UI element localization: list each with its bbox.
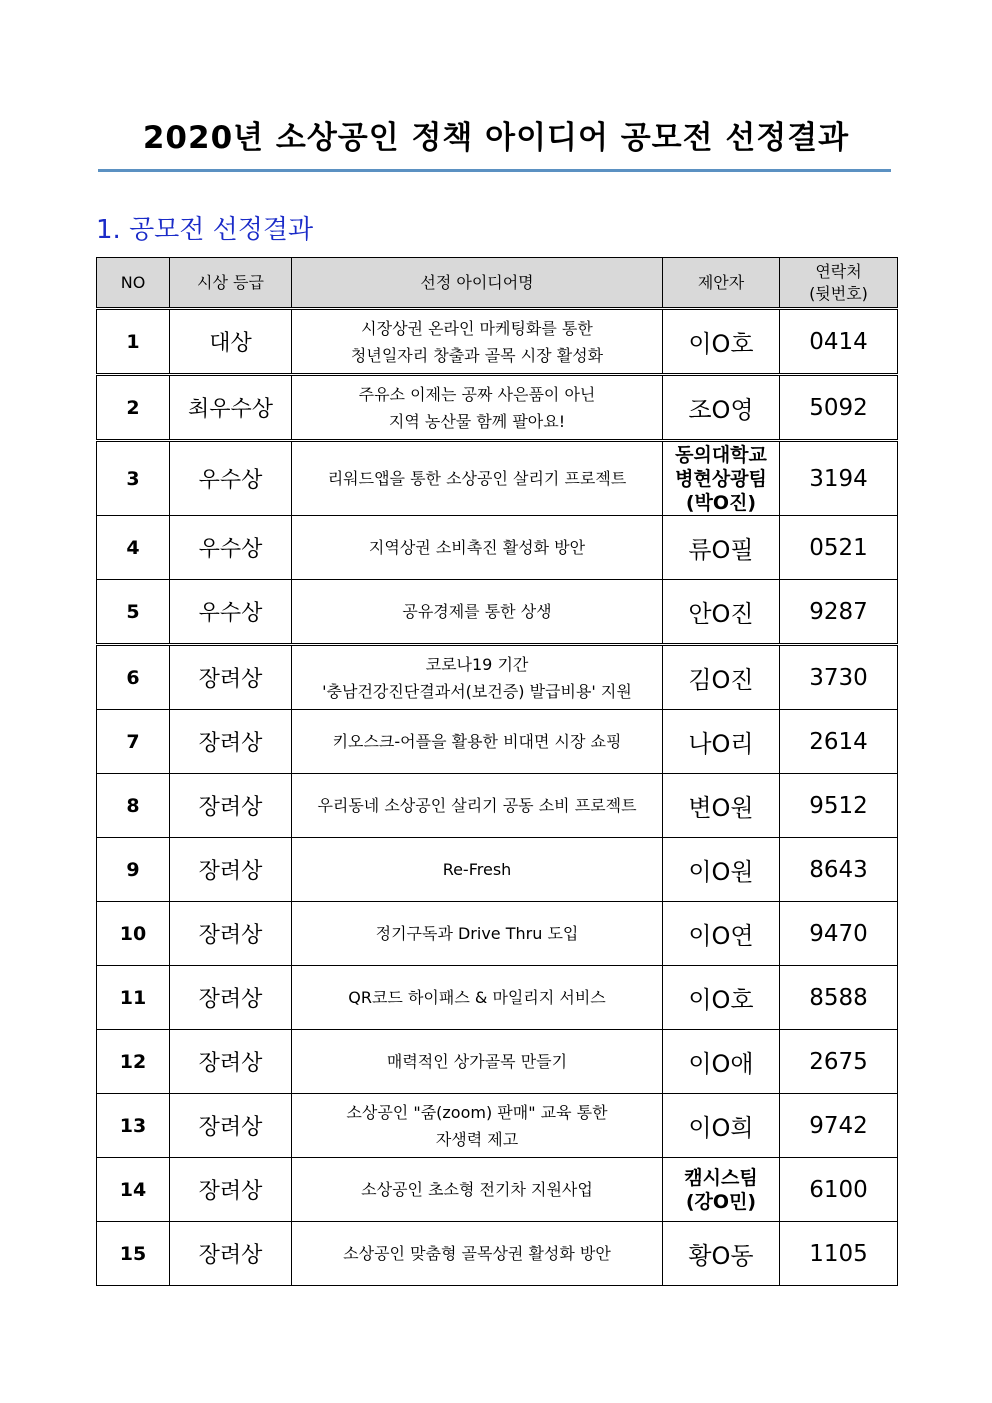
row-grade: 장려상: [170, 710, 292, 774]
row-contact: 5092: [780, 375, 898, 441]
row-no: 13: [97, 1094, 170, 1158]
header-proposer: 제안자: [663, 258, 780, 309]
table-row: [97, 966, 898, 1030]
idea-line1: 시장상권 온라인 마케팅화를 통한: [361, 318, 593, 338]
row-contact: 3194: [780, 441, 898, 516]
row-no: 1: [97, 309, 170, 375]
row-proposer: 이O원: [663, 838, 780, 902]
row-grade: 우수상: [170, 441, 292, 516]
row-contact: 8643: [780, 838, 898, 902]
row-proposer: 안O진: [663, 580, 780, 645]
row-no: 9: [97, 838, 170, 902]
row-idea: 매력적인 상가골목 만들기: [292, 1030, 663, 1094]
idea-line2: '충남건강진단결과서(보건증) 발급비용' 지원: [322, 681, 632, 701]
table-row: [97, 580, 898, 645]
row-proposer: 나O리: [663, 710, 780, 774]
row-proposer: 이O호: [663, 309, 780, 375]
row-proposer: 김O진: [663, 645, 780, 710]
row-grade: 우수상: [170, 516, 292, 580]
table-row: [97, 516, 898, 580]
page-title: 2020년 소상공인 정책 아이디어 공모전 선정결과: [142, 120, 850, 156]
row-grade: 장려상: [170, 902, 292, 966]
row-proposer: [663, 441, 780, 516]
table-row: [97, 1094, 898, 1158]
row-no: 2: [97, 375, 170, 441]
row-grade: 장려상: [170, 1158, 292, 1222]
row-idea: 공유경제를 통한 상생: [292, 580, 663, 645]
table-row: [97, 1030, 898, 1094]
row-proposer: 이O호: [663, 966, 780, 1030]
row-grade: 대상: [170, 309, 292, 375]
row-grade: 장려상: [170, 966, 292, 1030]
header-contact-line2: (뒷번호): [809, 283, 868, 303]
row-grade: 장려상: [170, 1030, 292, 1094]
header-contact: [780, 258, 898, 309]
proposer-line2: (강O민): [685, 1190, 757, 1213]
row-grade: 장려상: [170, 1222, 292, 1286]
row-idea: 정기구독과 Drive Thru 도입: [292, 902, 663, 966]
row-contact: 9287: [780, 580, 898, 645]
row-contact: 6100: [780, 1158, 898, 1222]
row-idea: 지역상권 소비촉진 활성화 방안: [292, 516, 663, 580]
section-heading: 1. 공모전 선정결과: [96, 215, 314, 245]
row-no: 12: [97, 1030, 170, 1094]
row-idea: 키오스크-어플을 활용한 비대면 시장 쇼핑: [292, 710, 663, 774]
table-row: [97, 838, 898, 902]
table-row: [97, 441, 898, 516]
row-proposer: 이O애: [663, 1030, 780, 1094]
row-contact: 8588: [780, 966, 898, 1030]
row-idea: 소상공인 맞춤형 골목상권 활성화 방안: [292, 1222, 663, 1286]
idea-line1: 주유소 이제는 공짜 사은품이 아닌: [358, 384, 596, 404]
row-no: 5: [97, 580, 170, 645]
row-contact: 0414: [780, 309, 898, 375]
table-header-row: [97, 258, 898, 309]
row-no: 10: [97, 902, 170, 966]
header-no: NO: [97, 258, 170, 309]
row-idea: QR코드 하이패스 & 마일리지 서비스: [292, 966, 663, 1030]
idea-line2: 지역 농산물 함께 팔아요!: [388, 411, 566, 431]
row-contact: 9512: [780, 774, 898, 838]
row-grade: 장려상: [170, 774, 292, 838]
row-no: 11: [97, 966, 170, 1030]
proposer-line3: (박O진): [685, 491, 757, 514]
header-contact-line1: 연락처: [815, 261, 862, 281]
table-row: [97, 309, 898, 375]
row-idea: [292, 1094, 663, 1158]
row-no: 8: [97, 774, 170, 838]
row-contact: 2614: [780, 710, 898, 774]
row-no: 7: [97, 710, 170, 774]
row-idea: [292, 645, 663, 710]
row-proposer: 이O희: [663, 1094, 780, 1158]
row-idea: 소상공인 초소형 전기차 지원사업: [292, 1158, 663, 1222]
row-no: 4: [97, 516, 170, 580]
table-row: [97, 774, 898, 838]
row-proposer: 이O연: [663, 902, 780, 966]
proposer-line1: 캠시스팀: [684, 1166, 758, 1189]
table-row: [97, 375, 898, 441]
title-divider: [98, 169, 891, 172]
row-grade: 장려상: [170, 1094, 292, 1158]
row-grade: 최우수상: [170, 375, 292, 441]
row-contact: 9742: [780, 1094, 898, 1158]
row-contact: 1105: [780, 1222, 898, 1286]
idea-line1: 코로나19 기간: [425, 654, 529, 674]
row-contact: 2675: [780, 1030, 898, 1094]
row-no: 15: [97, 1222, 170, 1286]
idea-line2: 청년일자리 창출과 골목 시장 활성화: [350, 345, 604, 365]
row-grade: 장려상: [170, 838, 292, 902]
row-grade: 장려상: [170, 645, 292, 710]
proposer-line2: 병현상광팀: [675, 467, 767, 490]
row-contact: 0521: [780, 516, 898, 580]
proposer-line1: 동의대학교: [675, 443, 767, 466]
row-proposer: 조O영: [663, 375, 780, 441]
header-idea: 선정 아이디어명: [292, 258, 663, 309]
row-contact: 3730: [780, 645, 898, 710]
row-idea: [292, 375, 663, 441]
idea-line2: 자생력 제고: [435, 1129, 519, 1149]
row-no: 14: [97, 1158, 170, 1222]
results-table: [96, 257, 898, 1286]
table-row: [97, 710, 898, 774]
row-idea: [292, 309, 663, 375]
header-grade: 시상 등급: [170, 258, 292, 309]
row-idea: Re-Fresh: [292, 838, 663, 902]
idea-line1: 소상공인 "줌(zoom) 판매" 교육 통한: [346, 1102, 608, 1122]
row-proposer: 변O원: [663, 774, 780, 838]
table-row: [97, 902, 898, 966]
table-row: [97, 1222, 898, 1286]
table-row: [97, 1158, 898, 1222]
row-no: 6: [97, 645, 170, 710]
row-no: 3: [97, 441, 170, 516]
row-idea: 리워드앱을 통한 소상공인 살리기 프로젝트: [292, 441, 663, 516]
row-proposer: 류O필: [663, 516, 780, 580]
table-row: [97, 645, 898, 710]
row-proposer: 황O동: [663, 1222, 780, 1286]
row-contact: 9470: [780, 902, 898, 966]
row-idea: 우리동네 소상공인 살리기 공동 소비 프로젝트: [292, 774, 663, 838]
row-proposer: [663, 1158, 780, 1222]
row-grade: 우수상: [170, 580, 292, 645]
